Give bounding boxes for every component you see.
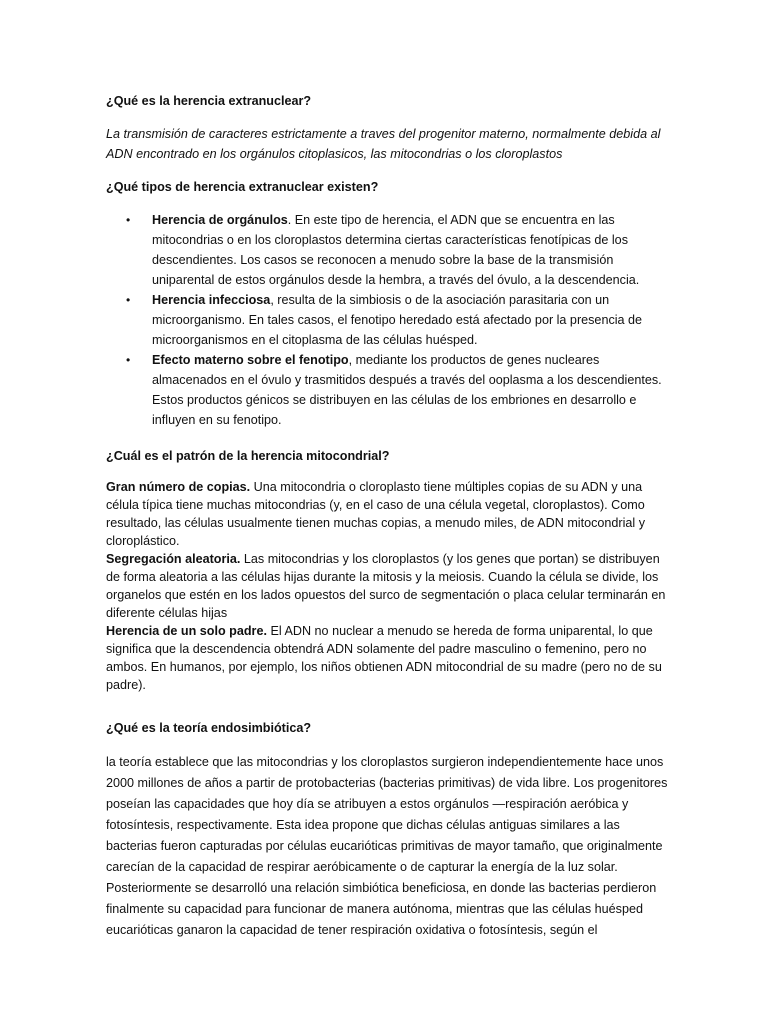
pattern-lead: Herencia de un solo padre. bbox=[106, 624, 267, 638]
list-item-lead: Herencia infecciosa bbox=[152, 293, 271, 307]
pattern-paragraph bbox=[106, 550, 672, 622]
answer-paragraph-4: la teoría establece que las mitocondrias y los cloroplastos surgieron independientemente hace unos 2000 millones de años a partir de protobacterias (bacterias primitivas) de vida libre. Los progenitores poseían las capacidades que hoy día se atribuyen a estos orgánulos —respiración aeróbica y fotosíntesis, respectivamente. Esta idea propone que dichas células antiguas similares a las bacterias fueron capturadas por células eucarióticas primitivas de mayor tamaño, que originalmente carecían de la capacidad de respirar aeróbicamente o de capturar la energía de la luz solar. Posteriormente se desarrolló una relación simbiótica beneficiosa, en donde las bacterias perdieron finalmente su capacidad para funcionar de manera autónoma, mientras que las células huésped eucarióticas ganaron la capacidad de tener respiración oxidativa o fotosíntesis, según el bbox=[106, 755, 668, 937]
answer-paragraph-1: La transmisión de caracteres estrictamente a traves del progenitor materno, normalmente debida al ADN encontrado en los orgánulos citoplasicos, las mitocondrias o los cloroplastos bbox=[106, 127, 661, 161]
list-item bbox=[106, 210, 672, 290]
question-heading-2: ¿Qué tipos de herencia extranuclear existen? bbox=[106, 180, 379, 194]
pattern-paragraph bbox=[106, 622, 672, 694]
list-item-text: , resulta de la simbiosis o de la asociación parasitaria con un microorganismo. En tales casos, el fenotipo heredado está afectado por la presencia de microorganismos en el citoplasma de las células huésped. bbox=[152, 293, 643, 347]
list-item bbox=[106, 350, 672, 430]
list-item-lead: Herencia de orgánulos bbox=[152, 213, 288, 227]
pattern-text: Las mitocondrias y los cloroplastos (y los genes que portan) se distribuyen de forma aleatoria a las células hijas durante la mitosis y la meiosis. Cuando la célula se divide, los organelos que estén en los lados opuestos del surco de segmentación o placa celular terminarán en diferente células hijas bbox=[106, 552, 666, 620]
pattern-lead: Gran número de copias. bbox=[106, 480, 251, 494]
list-item bbox=[106, 290, 672, 350]
list-item-lead: Efecto materno sobre el fenotipo bbox=[152, 353, 349, 367]
mitochondrial-pattern-section bbox=[106, 478, 672, 694]
question-heading-1: ¿Qué es la herencia extranuclear? bbox=[106, 94, 312, 108]
pattern-text: Una mitocondria o cloroplasto tiene múltiples copias de su ADN y una célula típica tiene muchas mitocondrias (y, en el caso de una célula vegetal, cloroplastos). Como resultado, las células usualmente tienen muchas copias, a menudo miles, de ADN mitocondrial y cloroplástico. bbox=[106, 480, 646, 548]
list-item-text: . En este tipo de herencia, el ADN que se encuentra en las mitocondrias o en los cloroplastos determina ciertas características fenotípicas de los descendientes. Los casos se reconocen a menudo sobre la base de la transmisión uniparental de estos orgánulos desde la hembra, a través del óvulo, a la descendencia. bbox=[152, 213, 640, 287]
question-heading-3: ¿Cuál es el patrón de la herencia mitocondrial? bbox=[106, 449, 390, 463]
list-item-text: , mediante los productos de genes nucleares almacenados en el óvulo y trasmitidos después a través del ooplasma a los descendientes. Estos productos génicos se distribuyen en las células de los embriones en desarrollo e influyen en su fenotipo. bbox=[152, 353, 662, 427]
bullet-icon: • bbox=[126, 293, 131, 307]
pattern-paragraph bbox=[106, 478, 672, 550]
inheritance-types-list bbox=[106, 210, 672, 430]
bullet-icon: • bbox=[126, 213, 131, 227]
question-heading-4: ¿Qué es la teoría endosimbiótica? bbox=[106, 721, 312, 735]
pattern-text: El ADN no nuclear a menudo se hereda de forma uniparental, lo que significa que la descendencia obtendrá ADN solamente del padre masculino o femenino, pero no ambos. En humanos, por ejemplo, los niños obtienen ADN mitocondrial de su madre (pero no de su padre). bbox=[106, 624, 662, 692]
bullet-icon: • bbox=[126, 353, 131, 367]
pattern-lead: Segregación aleatoria. bbox=[106, 552, 241, 566]
